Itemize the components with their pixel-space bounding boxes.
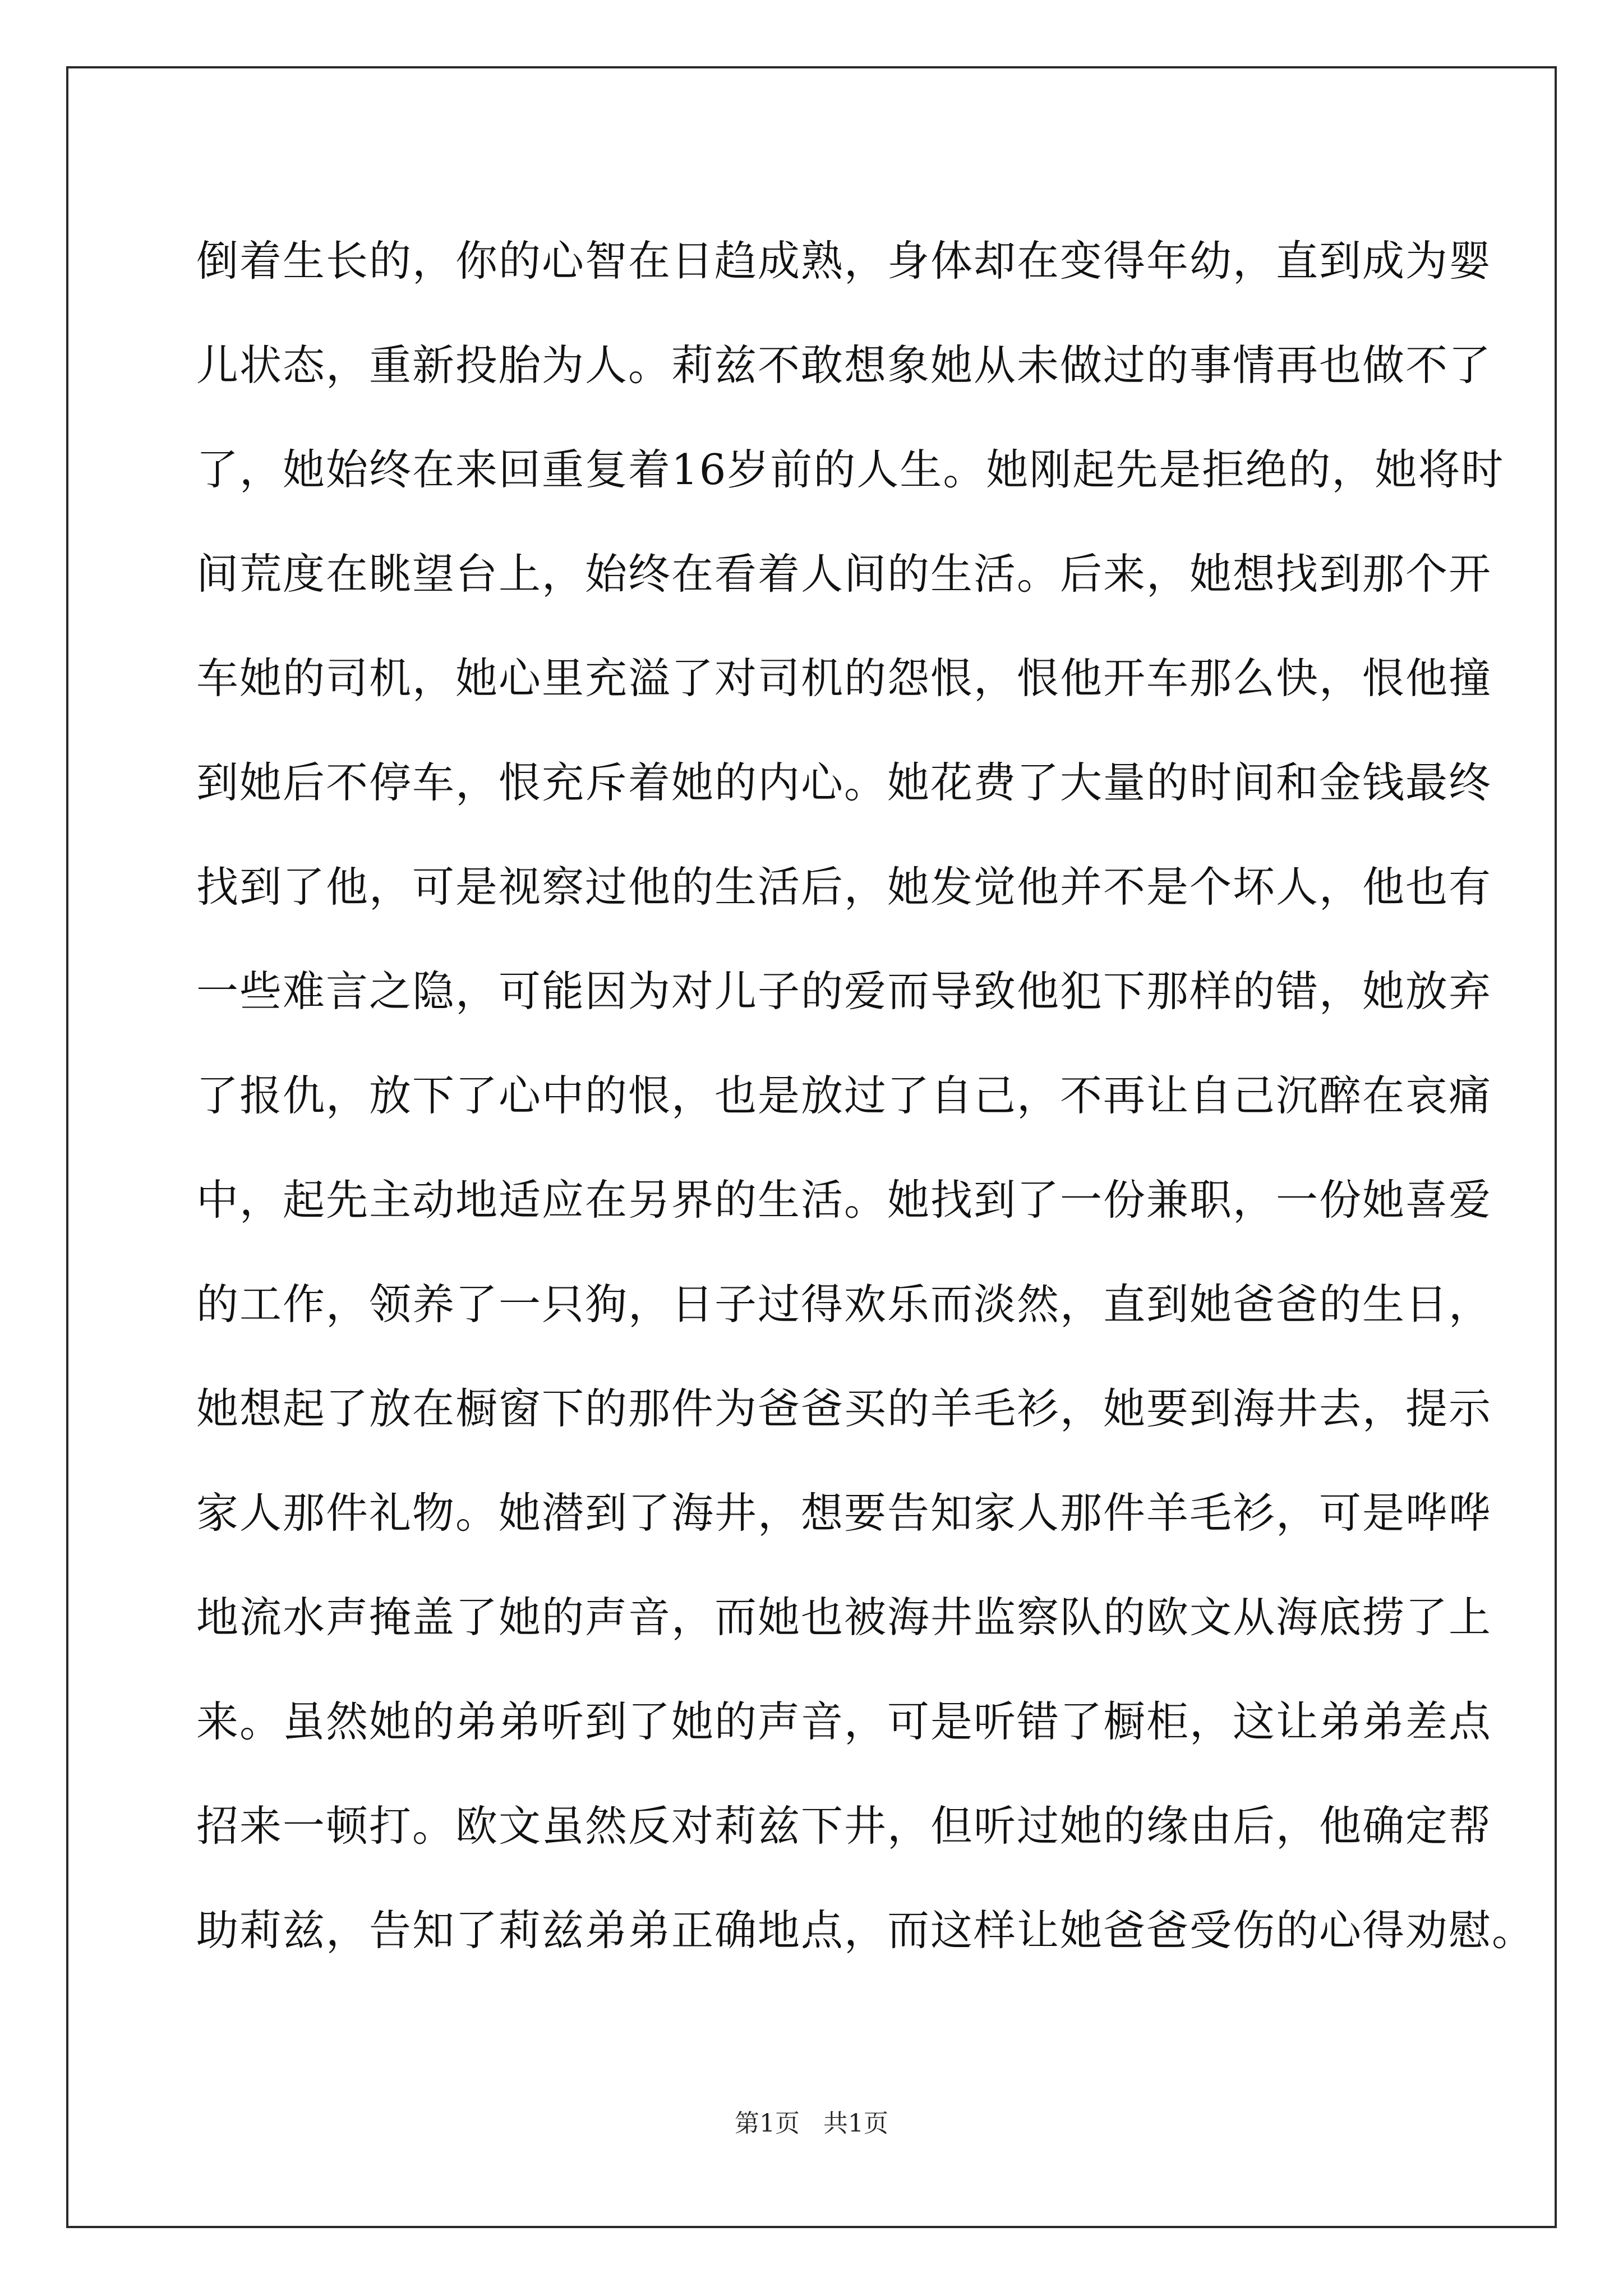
text-line: 的工作，领养了一只狗，日子过得欢乐而淡然，直到她爸爸的生日， [196, 1280, 1492, 1329]
text-line: 了，她始终在来回重复着16岁前的人生。她刚起先是拒绝的，她将时 [196, 445, 1505, 494]
document-body [196, 209, 1536, 1982]
text-line: 倒着生长的，你的心智在日趋成熟，身体却在变得年幼，直到成为婴 [196, 236, 1492, 286]
text-line: 找到了他，可是视察过他的生活后，她发觉他并不是个坏人，他也有 [196, 862, 1492, 912]
text-line: 助莉兹，告知了莉兹弟弟正确地点，而这样让她爸爸受伤的心得劝慰。 [196, 1906, 1536, 1955]
text-line: 家人那件礼物。她潜到了海井，想要告知家人那件羊毛衫，可是哗哗 [196, 1488, 1492, 1538]
text-line: 招来一顿打。欧文虽然反对莉兹下井，但听过她的缘由后，他确定帮 [196, 1801, 1492, 1851]
text-line: 来。虽然她的弟弟听到了她的声音，可是听错了橱柜，这让弟弟差点 [196, 1697, 1492, 1746]
page-number-footer: 第1页 共1页 [735, 2109, 888, 2138]
text-line: 车她的司机，她心里充溢了对司机的怨恨，恨他开车那么快，恨他撞 [196, 654, 1492, 703]
text-line: 儿状态，重新投胎为人。莉兹不敢想象她从未做过的事情再也做不了 [196, 341, 1492, 390]
text-line: 间荒度在眺望台上，始终在看着人间的生活。后来，她想找到那个开 [196, 549, 1492, 599]
text-line: 她想起了放在橱窗下的那件为爸爸买的羊毛衫，她要到海井去，提示 [196, 1384, 1492, 1433]
text-line: 了报仇，放下了心中的恨，也是放过了自己，不再让自己沉醉在哀痛 [196, 1071, 1492, 1120]
text-line: 地流水声掩盖了她的声音，而她也被海井监察队的欧文从海底捞了上 [196, 1593, 1492, 1642]
text-line: 到她后不停车，恨充斥着她的内心。她花费了大量的时间和金钱最终 [196, 758, 1492, 807]
text-line: 一些难言之隐，可能因为对儿子的爱而导致他犯下那样的错，她放弃 [196, 967, 1492, 1016]
text-line: 中，起先主动地适应在另界的生活。她找到了一份兼职，一份她喜爱 [196, 1175, 1492, 1225]
